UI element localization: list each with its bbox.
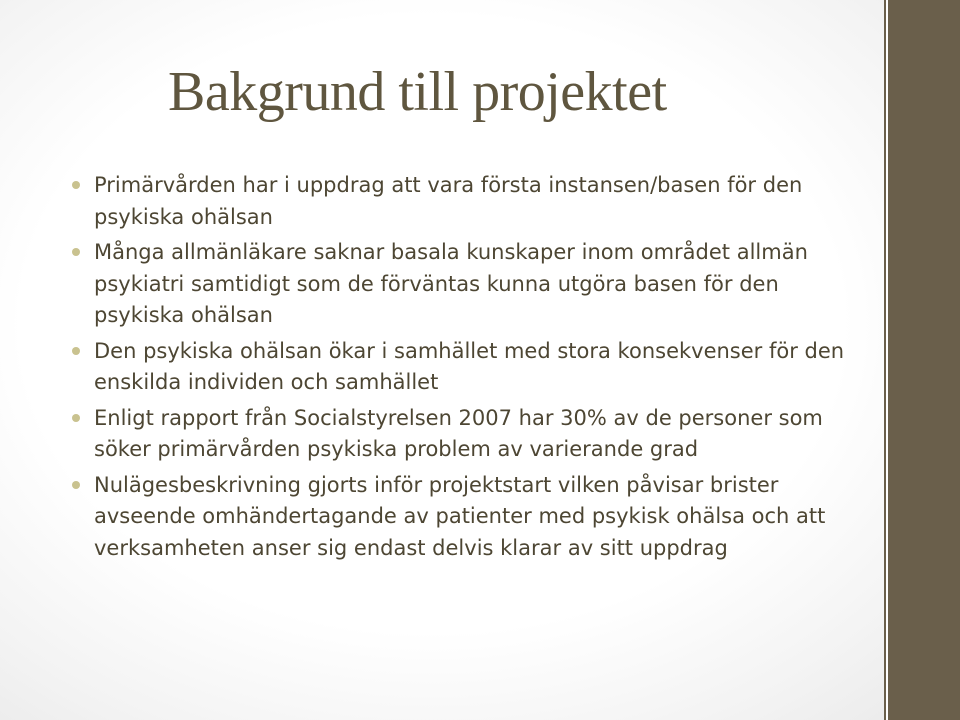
bullet-dot-icon	[72, 481, 80, 489]
bullet-item	[94, 237, 854, 332]
slide-title: Bakgrund till projektet	[168, 61, 667, 123]
bullet-item	[94, 470, 854, 565]
side-accent-band	[888, 0, 960, 720]
bullet-dot-icon	[72, 347, 80, 355]
bullet-item	[94, 336, 854, 399]
bullet-dot-icon	[72, 414, 80, 422]
bullet-text: Många allmänläkare saknar basala kunskaper inom området allmän psykiatri samtidigt som de förväntas kunna utgöra basen för den psykiska ohälsan	[94, 240, 808, 327]
bullet-text: Primärvården har i uppdrag att vara första instansen/basen för den psykiska ohälsan	[94, 173, 803, 229]
bullet-text: Den psykiska ohälsan ökar i samhället med stora konsekvenser för den enskilda individen och samhället	[94, 338, 845, 394]
bullet-text: Nulägesbeskrivning gjorts inför projektstart vilken påvisar brister avseende omhändertagande av patienter med psykisk ohälsa och att verksamheten anser sig endast delvis klarar av sitt uppdrag	[94, 472, 826, 560]
bullet-list	[94, 170, 854, 568]
bullet-dot-icon	[72, 181, 80, 189]
bullet-dot-icon	[72, 248, 80, 256]
bullet-item	[94, 170, 854, 233]
bullet-item	[94, 403, 854, 466]
bullet-text: Enligt rapport från Socialstyrelsen 2007 har 30% av de personer som söker primärvården psykiska problem av varierande grad	[94, 405, 823, 461]
